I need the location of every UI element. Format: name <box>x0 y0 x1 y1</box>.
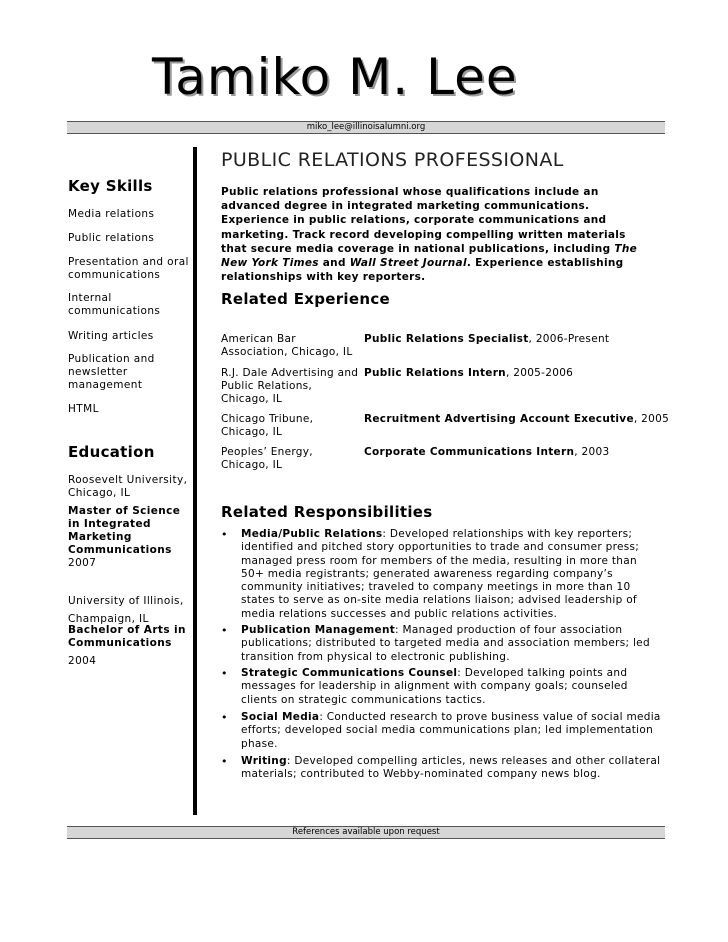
footer-bar <box>67 826 665 839</box>
job-title-text: Public Relations Specialist <box>364 333 529 345</box>
skill-item: Media relations <box>68 208 155 220</box>
responsibility-label: Publication Management <box>241 624 396 636</box>
responsibility-text: : Developed talking points and messages for leadership in alignment with company goals; counseled clients on strategic communications tactics. <box>241 667 628 706</box>
school-name: Roosevelt University, Chicago, IL <box>68 474 188 499</box>
references-note: References available upon request <box>292 827 440 837</box>
vertical-divider <box>193 147 197 815</box>
employer: Peoples’ Energy, Chicago, IL <box>221 446 313 471</box>
responsibility-label: Writing <box>241 755 287 767</box>
job-title-text: Public Relations Intern <box>364 367 506 379</box>
skill-item: Presentation and oral communications <box>68 256 189 281</box>
job-title-text: Recruitment Advertising Account Executive <box>364 413 634 425</box>
job-dates: , 2005-2006 <box>505 367 574 379</box>
school-name: University of Illinois, Champaign, IL <box>68 595 184 625</box>
summary-publication: Wall Street Journal <box>349 257 467 270</box>
job-dates: , 2003 <box>574 446 610 458</box>
responsibility-text: : Developed relationships with key reporters; identified and pitched story opportunities to trade and consumer press; managed press room for members of the media, resulting in more than 50+ media registrants; generated awareness regarding company’s community initiatives; traveled to company meetings in more than 10 states to serve as on-site media relations liaison; advised leadership of media relations successes and public relations activities. <box>241 528 640 620</box>
skill-item: Writing articles <box>68 330 154 342</box>
responsibility-text: : Managed production of four association publications; distributed to targeted media and association members; led transition from physical to electronic publishing. <box>241 624 650 663</box>
skill-item: HTML <box>68 403 99 415</box>
employer: American Bar Association, Chicago, IL <box>221 333 353 358</box>
summary-text: Public relations professional whose qualifications include an advanced degree in integrated marketing communications. Experience in public relations, corporate communications and marketing. Track record developing compelling written materials that secure media coverage in national publications, including <box>221 186 626 255</box>
bullet-icon: • <box>221 667 228 680</box>
responsibility-label: Strategic Communications Counsel <box>241 667 458 679</box>
degree-year: 2004 <box>68 655 97 667</box>
job-title <box>364 413 674 426</box>
responsibility-label: Social Media <box>241 711 320 723</box>
professional-summary <box>221 185 651 284</box>
job-title <box>364 333 674 346</box>
degree-year: 2007 <box>68 557 97 569</box>
contact-bar <box>67 121 665 134</box>
job-title <box>364 367 674 380</box>
job-title-text: Corporate Communications Intern <box>364 446 575 458</box>
skill-item: Publication and newsletter management <box>68 353 155 391</box>
responsibility-label: Media/Public Relations <box>241 528 383 540</box>
skill-item: Public relations <box>68 232 155 244</box>
responsibilities-heading: Related Responsibilities <box>221 503 433 521</box>
job-dates: , 2006-Present <box>528 333 610 345</box>
summary-publication: The New York Times <box>221 242 638 270</box>
education-heading: Education <box>68 443 155 461</box>
bullet-icon: • <box>221 711 228 724</box>
degree-name: Master of Science in Integrated Marketing Communications <box>68 505 181 556</box>
job-dates: , 2005 <box>633 413 670 425</box>
responsibility-text: : Developed compelling articles, news releases and other collateral materials; contributed to Webby-nominated company news blog. <box>241 755 661 781</box>
summary-text: and <box>318 257 350 270</box>
bullet-icon: • <box>221 528 228 541</box>
employer: R.J. Dale Advertising and Public Relations, Chicago, IL <box>221 367 359 405</box>
employer: Chicago Tribune, Chicago, IL <box>221 413 314 438</box>
headline: PUBLIC RELATIONS PROFESSIONAL <box>221 149 564 171</box>
email-address: miko_lee@illinoisalumni.org <box>306 122 426 132</box>
bullet-icon: • <box>221 624 228 637</box>
degree-name: Bachelor of Arts in Communications <box>68 624 186 649</box>
summary-text: . Experience establishing relationships with key reporters. <box>221 257 624 284</box>
skills-heading: Key Skills <box>68 177 153 195</box>
experience-heading: Related Experience <box>221 290 390 308</box>
candidate-name: Tamiko M. Lee <box>152 48 518 106</box>
skill-item: Internal communications <box>68 292 161 317</box>
responsibility-text: : Conducted research to prove business value of social media efforts; developed social media communications plan; led implementation phase. <box>241 711 661 750</box>
job-title <box>364 446 674 459</box>
bullet-icon: • <box>221 755 228 768</box>
